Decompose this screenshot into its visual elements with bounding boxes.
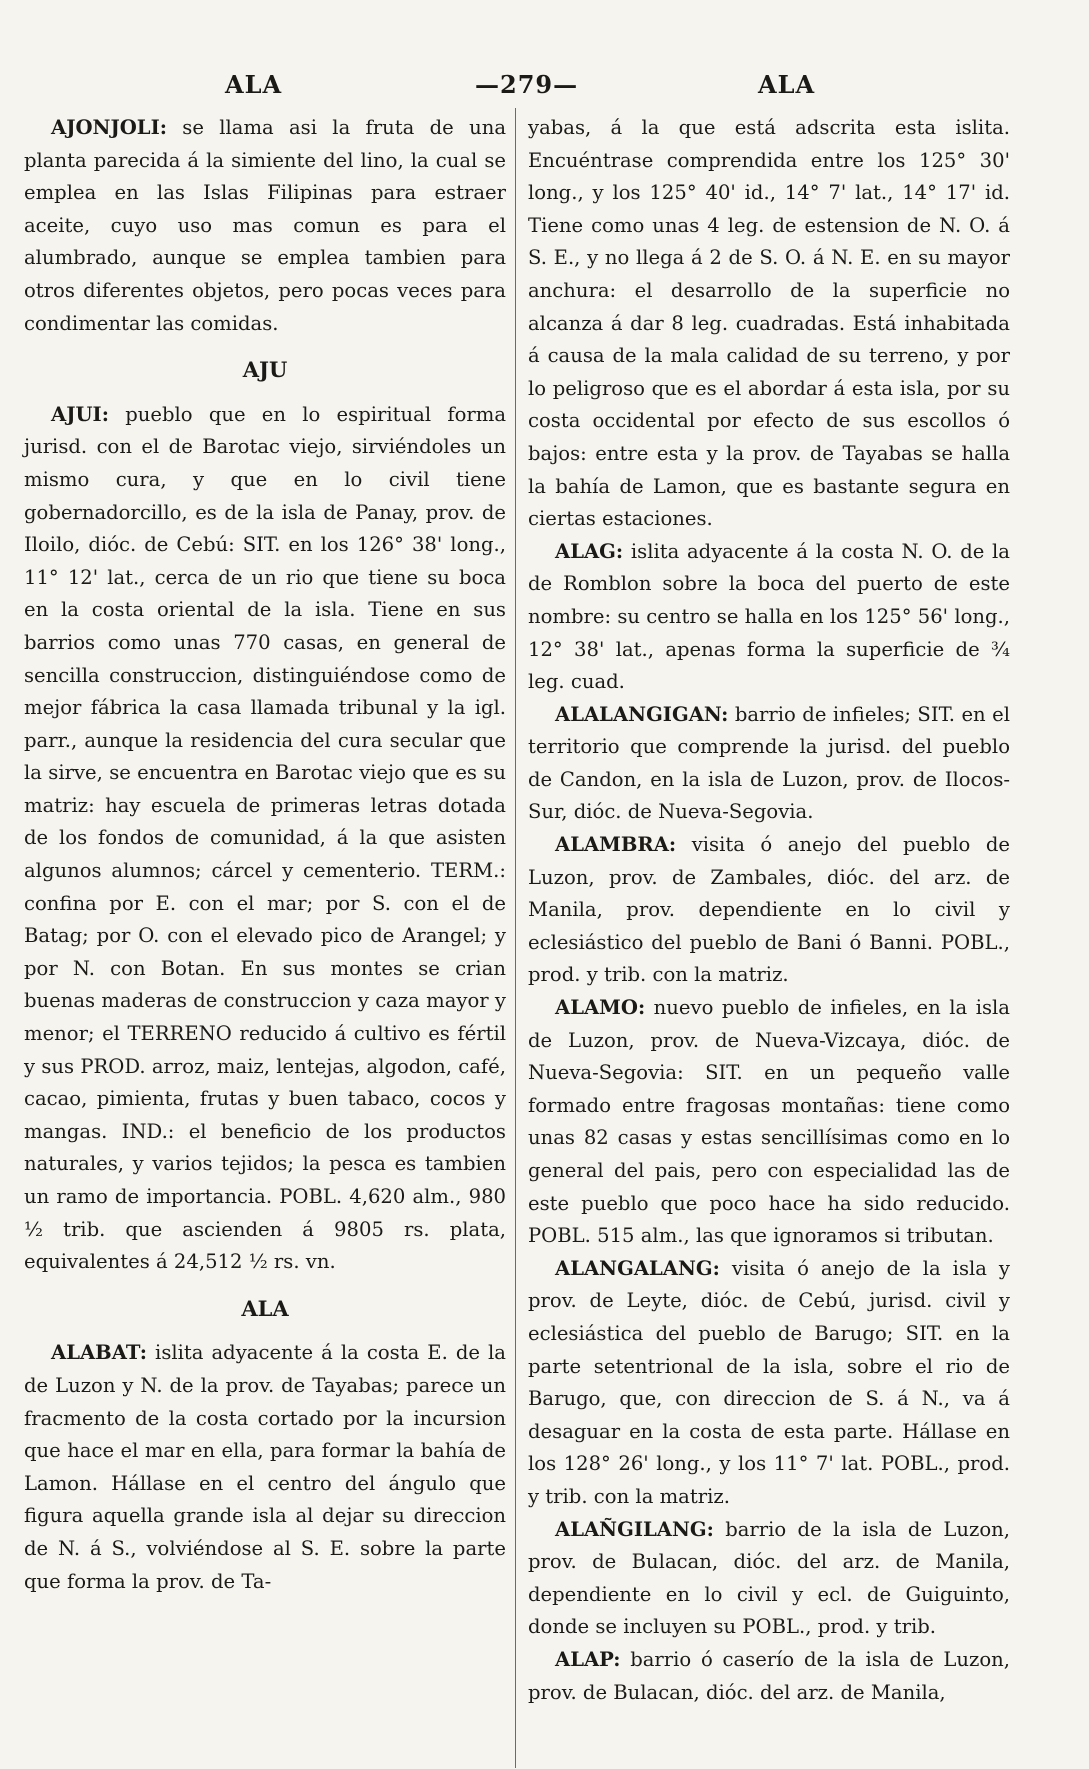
entry-head: ALAP: [555,1647,621,1671]
entry-head: ALAG: [555,539,624,563]
entry-alanigilang [528,1514,1010,1644]
column-divider [515,108,516,1768]
entry-text: pueblo que en lo espiritual forma jurisd. con el de Barotac viejo, sirviéndoles un mismo cura, y que en lo civil tiene gobernadorcillo, es de la isla de Panay, prov. de Iloilo, dióc. de Cebú: SIT. en los 126° 38' long., 11° 12' lat., cerca de un rio que tiene su boca en la costa oriental de la isla. Tiene en sus barrios como unas 770 casas, en general de sencilla construccion, distinguiéndose como de mejor fábrica la casa llamada tribunal y la igl. parr., aunque la residencia del cura secular que la sirve, se encuentra en Barotac viejo que es su matriz: hay escuela de primeras letras dotada de los fondos de comunidad, á la que asisten algunos alumnos; cárcel y cementerio. TERM.: confina por E. con el mar; por S. con el de Batag; por O. con el elevado pico de Arangel; y por N. con Botan. En sus montes se crian buenas maderas de construccion y caza mayor y menor; el TERRENO reducido á cultivo es fértil y sus PROD. arroz, maiz, lentejas, algodon, café, cacao, pimienta, frutas y buen tabaco, cocos y mangas. IND.: el beneficio de los productos naturales, y varios tejidos; la pesca es tambien un ramo de importancia. POBL. 4,620 alm., 980 ½ trib. que ascienden á 9805 rs. plata, equivalentes á 24,512 ½ rs. vn. [24,402,507,1274]
entry-text: nuevo pueblo de infieles, en la isla de Luzon, prov. de Nueva-Vizcaya, dióc. de Nueva-Segovia: SIT. en un pequeño valle formado entre fragosas montañas: tiene como unas 82 casas y estas sencillísimas como en lo general del pais, pero con especialidad las de este pueblo que poco hace ha sido reducido. POBL. 515 alm., las que ignoramos si tributan. [528,996,1010,1248]
left-column [24,112,506,1598]
entry-head: AJUI: [51,402,109,426]
entry-text: barrio de la isla de Luzon, prov. de Bulacan, dióc. del arz. de Manila, dependiente en lo civil y ecl. de Guiguinto, donde se incluyen su POBL., prod. y trib. [528,1517,1010,1639]
entry-text: visita ó anejo del pueblo de Luzon, prov. de Zambales, dióc. del arz. de Manila, prov. dependiente en lo civil y eclesiástico del pueblo de Bani ó Banni. POBL., prod. y trib. con la matriz. [528,833,1010,987]
entry-text: visita ó anejo de la isla y prov. de Leyte, dióc. de Cebú, jurisd. civil y eclesiástica del pueblo de Barugo; SIT. en la parte setentrional de la isla, sobre el rio de Barugo, que, con direccion de S. á N., va á desaguar en la costa de esta parte. Hállase en los 128° 26' long., y los 11° 7' lat. POBL., prod. y trib. con la matriz. [528,1256,1011,1508]
entry-head: ALANGALANG: [555,1256,720,1280]
entry-text: islita adyacente á la costa E. de la de Luzon y N. de la prov. de Tayabas; parece un fracmento de la costa cortado por la incursion que hace el mar en ella, para formar la bahía de Lamon. Hállase en el centro del ángulo que figura aquella grande isla al dejar su direccion de N. á S., volviéndose al S. E. sobre la parte que forma la prov. de Ta- [24,1341,506,1593]
section-heading-ala: ALA [241,1295,289,1321]
entry-head: ALALANGIGAN: [555,702,729,726]
entry-text: islita adyacente á la costa N. O. de la de Romblon sobre la boca del puerto de este nombre: su centro se halla en los 125° 56' long., 12° 38' lat., apenas forma la superficie de ¾ leg. cuad. [528,539,1010,694]
entry-ajonjoli [24,112,506,340]
header-right: ALA [758,70,816,99]
section-heading-aju: AJU [242,357,288,383]
page-number: —279— [475,70,579,99]
entry-alag [528,536,1010,699]
running-head [0,70,1089,104]
entry-text: barrio ó caserío de la isla de Luzon, prov. de Bulacan, dióc. del arz. de Manila, [528,1647,1010,1704]
entry-text: se llama asi la fruta de una planta parecida á la simiente del lino, la cual se emplea en las Islas Filipinas para estraer aceite, cuyo uso mas comun es para el alumbrado, aunque se emplea tambien para otros diferentes objetos, pero pocas veces para condimentar las comidas. [24,116,506,335]
entry-ajui [24,399,506,1279]
entry-head: ALAÑGILANG: [555,1517,714,1541]
entry-head: AJONJOLI: [51,116,167,139]
entry-alabat-continued: yabas, á la que está adscrita esta islita. Encuéntrase comprendida entre los 125° 30' long., y los 125° 40' id., 14° 7' lat., 14° 17' id. Tiene como unas 4 leg. de estension de N. O. á S. E., y no llega á 2 de S. O. á N. E. en su mayor anchura: el desarrollo de la superficie no alcanza á dar 8 leg. cuadradas. Está inhabitada á causa de la mala calidad de su terreno, y por lo peligroso que es el abordar á esta isla, por su costa occidental por efecto de sus escollos ó bajos: entre esta y la prov. de Tayabas se halla la bahía de Lamon, que es bastante segura en ciertas estaciones. [528,116,1010,531]
entry-alap [528,1644,1010,1709]
right-column [528,112,1010,1709]
entry-head: ALAMO: [555,996,646,1020]
entry-alalangigan [528,699,1010,829]
entry-head: ALAMBRA: [555,833,677,857]
entry-alamo [528,992,1010,1253]
header-left: ALA [225,70,283,99]
entry-text: barrio de infieles; SIT. en el territorio que comprende la jurisd. del pueblo de Candon, en la isla de Luzon, prov. de Ilocos-Sur, dióc. de Nueva-Segovia. [528,702,1010,824]
entry-alambra [528,829,1010,992]
entry-alabat [24,1337,506,1598]
entry-head: ALABAT: [51,1341,147,1365]
entry-alangalang [528,1253,1010,1514]
